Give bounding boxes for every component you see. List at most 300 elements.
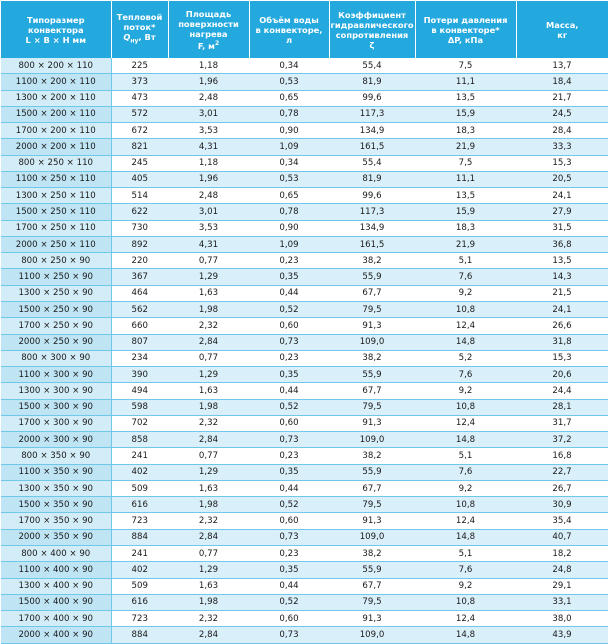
pressure-loss-cell: 11,1 — [415, 74, 516, 90]
mass-cell: 37,2 — [516, 432, 608, 448]
pressure-loss-cell: 5,2 — [415, 350, 516, 366]
pressure-loss-cell: 10,8 — [415, 301, 516, 317]
heat-flow-cell: 241 — [111, 545, 168, 561]
water-volume-cell: 0,65 — [249, 188, 329, 204]
mass-cell: 24,4 — [516, 383, 608, 399]
header-row — [1, 1, 608, 58]
surface-area-cell: 1,98 — [168, 497, 249, 513]
water-volume-cell: 0,34 — [249, 155, 329, 171]
table-row — [1, 236, 608, 252]
pressure-loss-cell: 5,1 — [415, 253, 516, 269]
table-row — [1, 74, 608, 90]
heat-flow-cell: 730 — [111, 220, 168, 236]
mass-cell: 26,6 — [516, 318, 608, 334]
heat-flow-cell: 572 — [111, 106, 168, 122]
size-cell: 1100 × 300 × 90 — [1, 367, 111, 383]
surface-area-cell: 1,96 — [168, 74, 249, 90]
heat-flow-cell: 616 — [111, 497, 168, 513]
heat-flow-cell: 367 — [111, 269, 168, 285]
hydraulic-coefficient-cell: 161,5 — [329, 139, 415, 155]
size-cell: 1700 × 400 × 90 — [1, 611, 111, 627]
hydraulic-coefficient-cell: 55,9 — [329, 464, 415, 480]
pressure-loss-cell: 7,6 — [415, 464, 516, 480]
pressure-loss-cell: 14,8 — [415, 334, 516, 350]
mass-cell: 22,7 — [516, 464, 608, 480]
mass-cell: 33,3 — [516, 139, 608, 155]
size-cell: 800 × 350 × 90 — [1, 448, 111, 464]
heat-flow-cell: 884 — [111, 627, 168, 643]
table-row — [1, 171, 608, 187]
size-cell: 1100 × 200 × 110 — [1, 74, 111, 90]
water-volume-cell: 0,23 — [249, 350, 329, 366]
water-volume-cell: 0,73 — [249, 529, 329, 545]
heat-flow-cell: 723 — [111, 611, 168, 627]
hydraulic-coefficient-cell: 55,9 — [329, 269, 415, 285]
water-volume-cell: 0,78 — [249, 106, 329, 122]
surface-area-cell: 1,98 — [168, 301, 249, 317]
mass-cell: 27,9 — [516, 204, 608, 220]
pressure-loss-cell: 15,9 — [415, 204, 516, 220]
table-row — [1, 253, 608, 269]
mass-cell: 18,4 — [516, 74, 608, 90]
pressure-loss-cell: 7,5 — [415, 155, 516, 171]
hydraulic-coefficient-cell: 79,5 — [329, 301, 415, 317]
header-mass: Масса, кг — [516, 1, 608, 58]
table-row — [1, 334, 608, 350]
water-volume-cell: 0,52 — [249, 399, 329, 415]
hydraulic-coefficient-cell: 79,5 — [329, 594, 415, 610]
heat-flow-cell: 473 — [111, 90, 168, 106]
pressure-loss-cell: 7,6 — [415, 562, 516, 578]
mass-cell: 28,4 — [516, 123, 608, 139]
water-volume-cell: 0,52 — [249, 594, 329, 610]
size-cell: 2000 × 200 × 110 — [1, 139, 111, 155]
heat-flow-cell: 245 — [111, 155, 168, 171]
water-volume-cell: 0,65 — [249, 90, 329, 106]
hydraulic-coefficient-cell: 55,4 — [329, 58, 415, 74]
surface-area-cell: 2,84 — [168, 529, 249, 545]
table-row — [1, 106, 608, 122]
water-volume-cell: 0,44 — [249, 578, 329, 594]
pressure-loss-cell: 9,2 — [415, 285, 516, 301]
hydraulic-coefficient-cell: 109,0 — [329, 432, 415, 448]
header-water-volume: Объём воды в конвекторе, л — [249, 1, 329, 58]
table-row — [1, 497, 608, 513]
size-cell: 1500 × 200 × 110 — [1, 106, 111, 122]
size-cell: 800 × 250 × 110 — [1, 155, 111, 171]
pressure-loss-cell: 10,8 — [415, 399, 516, 415]
mass-cell: 31,8 — [516, 334, 608, 350]
heat-flow-cell: 464 — [111, 285, 168, 301]
hydraulic-coefficient-cell: 117,3 — [329, 204, 415, 220]
mass-cell: 38,0 — [516, 611, 608, 627]
pressure-loss-cell: 12,4 — [415, 415, 516, 431]
table-row — [1, 627, 608, 643]
heat-flow-cell: 494 — [111, 383, 168, 399]
table-row — [1, 90, 608, 106]
surface-area-cell: 0,77 — [168, 545, 249, 561]
water-volume-cell: 1,09 — [249, 139, 329, 155]
surface-area-cell: 2,32 — [168, 611, 249, 627]
heat-flow-cell: 660 — [111, 318, 168, 334]
heat-flow-cell: 402 — [111, 464, 168, 480]
size-cell: 1500 × 400 × 90 — [1, 594, 111, 610]
water-volume-cell: 0,35 — [249, 562, 329, 578]
mass-cell: 13,7 — [516, 58, 608, 74]
surface-area-cell: 0,77 — [168, 253, 249, 269]
water-volume-cell: 0,52 — [249, 301, 329, 317]
table-row — [1, 285, 608, 301]
surface-area-cell: 2,48 — [168, 188, 249, 204]
hydraulic-coefficient-cell: 109,0 — [329, 529, 415, 545]
table-row — [1, 513, 608, 529]
pressure-loss-cell: 5,1 — [415, 448, 516, 464]
size-cell: 1300 × 300 × 90 — [1, 383, 111, 399]
surface-area-cell: 1,63 — [168, 285, 249, 301]
size-cell: 800 × 200 × 110 — [1, 58, 111, 74]
surface-area-cell: 1,29 — [168, 562, 249, 578]
water-volume-cell: 0,90 — [249, 220, 329, 236]
water-volume-cell: 0,53 — [249, 171, 329, 187]
table-row — [1, 594, 608, 610]
surface-area-cell: 2,32 — [168, 318, 249, 334]
size-cell: 1300 × 250 × 110 — [1, 188, 111, 204]
table-row — [1, 318, 608, 334]
hydraulic-coefficient-cell: 81,9 — [329, 74, 415, 90]
pressure-loss-cell: 14,8 — [415, 529, 516, 545]
water-volume-cell: 0,53 — [249, 74, 329, 90]
heat-flow-cell: 858 — [111, 432, 168, 448]
size-cell: 2000 × 250 × 110 — [1, 236, 111, 252]
pressure-loss-cell: 15,9 — [415, 106, 516, 122]
heat-flow-cell: 702 — [111, 415, 168, 431]
hydraulic-coefficient-cell: 38,2 — [329, 545, 415, 561]
surface-area-cell: 1,29 — [168, 269, 249, 285]
size-cell: 1500 × 350 × 90 — [1, 497, 111, 513]
hydraulic-coefficient-cell: 67,7 — [329, 480, 415, 496]
surface-area-cell: 2,32 — [168, 513, 249, 529]
heat-flow-cell: 241 — [111, 448, 168, 464]
surface-area-cell: 1,18 — [168, 58, 249, 74]
water-volume-cell: 0,23 — [249, 545, 329, 561]
water-volume-cell: 0,78 — [249, 204, 329, 220]
size-cell: 1100 × 400 × 90 — [1, 562, 111, 578]
table-row — [1, 415, 608, 431]
table-row — [1, 204, 608, 220]
water-volume-cell: 0,23 — [249, 448, 329, 464]
size-cell: 1300 × 200 × 110 — [1, 90, 111, 106]
table-row — [1, 399, 608, 415]
table-row — [1, 367, 608, 383]
table-row — [1, 611, 608, 627]
table-row — [1, 350, 608, 366]
surface-area-cell: 4,31 — [168, 139, 249, 155]
hydraulic-coefficient-cell: 134,9 — [329, 220, 415, 236]
table-row — [1, 301, 608, 317]
pressure-loss-cell: 9,2 — [415, 480, 516, 496]
hydraulic-coefficient-cell: 91,3 — [329, 415, 415, 431]
convector-spec-table-wrapper — [1, 1, 608, 640]
surface-area-cell: 3,53 — [168, 123, 249, 139]
hydraulic-coefficient-cell: 67,7 — [329, 383, 415, 399]
pressure-loss-cell: 9,2 — [415, 578, 516, 594]
mass-cell: 18,2 — [516, 545, 608, 561]
size-cell: 1300 × 350 × 90 — [1, 480, 111, 496]
pressure-loss-cell: 12,4 — [415, 513, 516, 529]
water-volume-cell: 0,90 — [249, 123, 329, 139]
size-cell: 2000 × 300 × 90 — [1, 432, 111, 448]
mass-cell: 24,5 — [516, 106, 608, 122]
hydraulic-coefficient-cell: 99,6 — [329, 188, 415, 204]
table-body — [1, 58, 608, 643]
hydraulic-coefficient-cell: 117,3 — [329, 106, 415, 122]
pressure-loss-cell: 5,1 — [415, 545, 516, 561]
mass-cell: 16,8 — [516, 448, 608, 464]
size-cell: 1700 × 200 × 110 — [1, 123, 111, 139]
hydraulic-coefficient-cell: 67,7 — [329, 578, 415, 594]
hydraulic-coefficient-cell: 55,4 — [329, 155, 415, 171]
pressure-loss-cell: 21,9 — [415, 236, 516, 252]
heat-flow-cell: 892 — [111, 236, 168, 252]
mass-cell: 43,9 — [516, 627, 608, 643]
surface-area-cell: 1,98 — [168, 594, 249, 610]
table-row — [1, 123, 608, 139]
mass-cell: 13,5 — [516, 253, 608, 269]
mass-cell: 21,5 — [516, 285, 608, 301]
pressure-loss-cell: 7,5 — [415, 58, 516, 74]
surface-area-unit: F, $м^2$ — [197, 39, 220, 51]
water-volume-cell: 0,44 — [249, 383, 329, 399]
mass-cell: 33,1 — [516, 594, 608, 610]
water-volume-cell: 0,60 — [249, 415, 329, 431]
hydraulic-coefficient-cell: 91,3 — [329, 318, 415, 334]
table-row — [1, 562, 608, 578]
table-row — [1, 578, 608, 594]
mass-cell: 30,9 — [516, 497, 608, 513]
hydraulic-coefficient-cell: 55,9 — [329, 367, 415, 383]
hydraulic-coefficient-cell: 161,5 — [329, 236, 415, 252]
surface-area-cell: 4,31 — [168, 236, 249, 252]
surface-area-cell: 1,63 — [168, 578, 249, 594]
water-volume-cell: 0,44 — [249, 285, 329, 301]
header-surface-area: Площадь поверхности нагрева F, $м^2$ — [168, 1, 249, 58]
mass-cell: 14,3 — [516, 269, 608, 285]
heat-flow-cell: 672 — [111, 123, 168, 139]
hydraulic-coefficient-cell: 134,9 — [329, 123, 415, 139]
mass-cell: 36,8 — [516, 236, 608, 252]
size-cell: 1700 × 300 × 90 — [1, 415, 111, 431]
hydraulic-coefficient-cell: 91,3 — [329, 513, 415, 529]
heat-flow-cell: 234 — [111, 350, 168, 366]
pressure-loss-cell: 13,5 — [415, 188, 516, 204]
table-row — [1, 269, 608, 285]
mass-cell: 29,1 — [516, 578, 608, 594]
table-row — [1, 383, 608, 399]
hydraulic-coefficient-cell: 79,5 — [329, 399, 415, 415]
pressure-loss-cell: 10,8 — [415, 594, 516, 610]
heat-flow-cell: 220 — [111, 253, 168, 269]
hydraulic-coefficient-cell: 81,9 — [329, 171, 415, 187]
water-volume-cell: 0,52 — [249, 497, 329, 513]
size-cell: 800 × 300 × 90 — [1, 350, 111, 366]
surface-area-cell: 3,01 — [168, 106, 249, 122]
size-cell: 1700 × 250 × 90 — [1, 318, 111, 334]
surface-area-cell: 0,77 — [168, 350, 249, 366]
size-cell: 800 × 250 × 90 — [1, 253, 111, 269]
heat-flow-cell: 405 — [111, 171, 168, 187]
mass-cell: 40,7 — [516, 529, 608, 545]
header-hydraulic-coefficient: Коэффициент гидравлического сопротивления ζ — [329, 1, 415, 58]
surface-area-cell: 2,84 — [168, 432, 249, 448]
pressure-loss-cell: 18,3 — [415, 220, 516, 236]
surface-area-cell: 1,96 — [168, 171, 249, 187]
heat-flow-cell: 562 — [111, 301, 168, 317]
surface-area-cell: 1,18 — [168, 155, 249, 171]
pressure-loss-cell: 14,8 — [415, 627, 516, 643]
table-row — [1, 155, 608, 171]
size-cell: 2000 × 250 × 90 — [1, 334, 111, 350]
mass-cell: 24,1 — [516, 188, 608, 204]
header-pressure-loss: Потери давления в конвекторе* ΔP, кПа — [415, 1, 516, 58]
hydraulic-coefficient-cell: 91,3 — [329, 611, 415, 627]
water-volume-cell: 0,23 — [249, 253, 329, 269]
hydraulic-coefficient-cell: 109,0 — [329, 627, 415, 643]
pressure-loss-cell: 12,4 — [415, 611, 516, 627]
size-cell: 2000 × 400 × 90 — [1, 627, 111, 643]
mass-cell: 24,8 — [516, 562, 608, 578]
surface-area-cell: 3,01 — [168, 204, 249, 220]
table-row — [1, 432, 608, 448]
table-row — [1, 545, 608, 561]
surface-area-cell: 1,29 — [168, 464, 249, 480]
surface-area-cell: 3,53 — [168, 220, 249, 236]
mass-cell: 15,3 — [516, 155, 608, 171]
mass-cell: 35,4 — [516, 513, 608, 529]
mass-cell: 20,6 — [516, 367, 608, 383]
table-row — [1, 448, 608, 464]
pressure-loss-cell: 7,6 — [415, 269, 516, 285]
water-volume-cell: 0,35 — [249, 367, 329, 383]
table-row — [1, 220, 608, 236]
pressure-loss-cell: 18,3 — [415, 123, 516, 139]
hydraulic-coefficient-cell: 38,2 — [329, 350, 415, 366]
surface-area-cell: 1,29 — [168, 367, 249, 383]
header-size: Типоразмер конвектора L × B × H мм — [1, 1, 111, 58]
heat-flow-cell: 622 — [111, 204, 168, 220]
hydraulic-coefficient-cell: 109,0 — [329, 334, 415, 350]
heat-flow-cell: 616 — [111, 594, 168, 610]
surface-area-cell: 1,63 — [168, 480, 249, 496]
surface-area-cell: 1,98 — [168, 399, 249, 415]
surface-area-cell: 2,84 — [168, 627, 249, 643]
size-cell: 1100 × 250 × 90 — [1, 269, 111, 285]
pressure-loss-cell: 14,8 — [415, 432, 516, 448]
size-cell: 1500 × 300 × 90 — [1, 399, 111, 415]
heat-flow-cell: 598 — [111, 399, 168, 415]
size-cell: 1700 × 350 × 90 — [1, 513, 111, 529]
water-volume-cell: 1,09 — [249, 236, 329, 252]
water-volume-cell: 0,73 — [249, 432, 329, 448]
mass-cell: 20,5 — [516, 171, 608, 187]
size-cell: 1300 × 400 × 90 — [1, 578, 111, 594]
heat-flow-cell: 807 — [111, 334, 168, 350]
hydraulic-coefficient-cell: 99,6 — [329, 90, 415, 106]
hydraulic-coefficient-cell: 55,9 — [329, 562, 415, 578]
surface-area-cell: 1,63 — [168, 383, 249, 399]
water-volume-cell: 0,44 — [249, 480, 329, 496]
water-volume-cell: 0,60 — [249, 611, 329, 627]
water-volume-cell: 0,35 — [249, 464, 329, 480]
size-cell: 1700 × 250 × 110 — [1, 220, 111, 236]
heat-flow-cell: 225 — [111, 58, 168, 74]
size-cell: 1100 × 250 × 110 — [1, 171, 111, 187]
mass-cell: 28,1 — [516, 399, 608, 415]
heat-flow-cell: 509 — [111, 578, 168, 594]
surface-area-cell: 0,77 — [168, 448, 249, 464]
convector-spec-table — [1, 1, 608, 644]
table-row — [1, 464, 608, 480]
surface-area-cell: 2,32 — [168, 415, 249, 431]
water-volume-cell: 0,34 — [249, 58, 329, 74]
table-row — [1, 188, 608, 204]
hydraulic-coefficient-cell: 79,5 — [329, 497, 415, 513]
table-row — [1, 58, 608, 74]
heat-flow-cell: 402 — [111, 562, 168, 578]
mass-cell: 15,3 — [516, 350, 608, 366]
header-heat-flow: Тепловой поток* $Q_{ну}$, Вт — [111, 1, 168, 58]
mass-cell: 24,1 — [516, 301, 608, 317]
heat-flow-cell: 373 — [111, 74, 168, 90]
pressure-loss-cell: 13,5 — [415, 90, 516, 106]
heat-flow-cell: 884 — [111, 529, 168, 545]
heat-flow-cell: 509 — [111, 480, 168, 496]
pressure-loss-cell: 10,8 — [415, 497, 516, 513]
water-volume-cell: 0,60 — [249, 318, 329, 334]
table-row — [1, 529, 608, 545]
pressure-loss-cell: 9,2 — [415, 383, 516, 399]
water-volume-cell: 0,35 — [249, 269, 329, 285]
table-row — [1, 139, 608, 155]
pressure-loss-cell: 11,1 — [415, 171, 516, 187]
size-cell: 1500 × 250 × 90 — [1, 301, 111, 317]
heat-flow-symbol: $Q_{ну}$, Вт — [123, 32, 156, 45]
hydraulic-coefficient-cell: 38,2 — [329, 253, 415, 269]
mass-cell: 31,7 — [516, 415, 608, 431]
surface-area-cell: 2,48 — [168, 90, 249, 106]
heat-flow-cell: 514 — [111, 188, 168, 204]
size-cell: 1300 × 250 × 90 — [1, 285, 111, 301]
heat-flow-cell: 390 — [111, 367, 168, 383]
pressure-loss-cell: 7,6 — [415, 367, 516, 383]
size-cell: 800 × 400 × 90 — [1, 545, 111, 561]
water-volume-cell: 0,73 — [249, 334, 329, 350]
pressure-loss-cell: 21,9 — [415, 139, 516, 155]
mass-cell: 26,7 — [516, 480, 608, 496]
pressure-loss-cell: 12,4 — [415, 318, 516, 334]
mass-cell: 21,7 — [516, 90, 608, 106]
heat-flow-cell: 821 — [111, 139, 168, 155]
surface-area-cell: 2,84 — [168, 334, 249, 350]
heat-flow-cell: 723 — [111, 513, 168, 529]
size-cell: 1500 × 250 × 110 — [1, 204, 111, 220]
mass-cell: 31,5 — [516, 220, 608, 236]
table-row — [1, 480, 608, 496]
water-volume-cell: 0,73 — [249, 627, 329, 643]
size-cell: 1100 × 350 × 90 — [1, 464, 111, 480]
hydraulic-coefficient-cell: 67,7 — [329, 285, 415, 301]
size-cell: 2000 × 350 × 90 — [1, 529, 111, 545]
hydraulic-coefficient-cell: 38,2 — [329, 448, 415, 464]
